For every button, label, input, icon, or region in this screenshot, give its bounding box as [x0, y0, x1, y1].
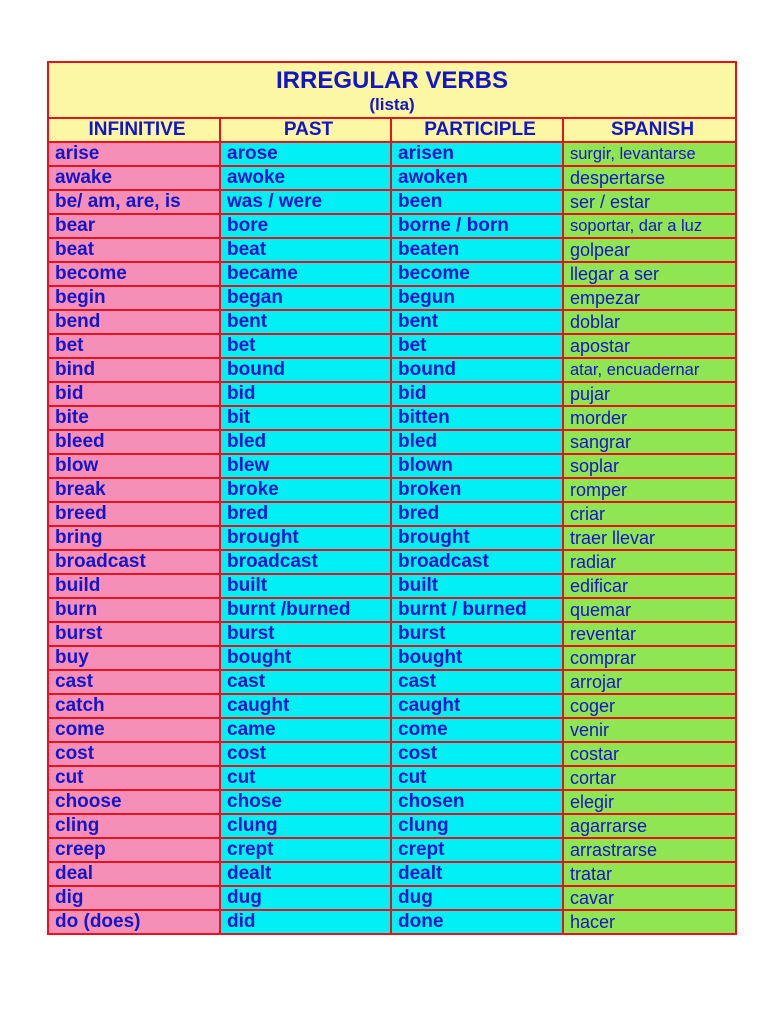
past-cell: bound: [220, 358, 391, 382]
table-row: [48, 454, 736, 478]
past-cell: bore: [220, 214, 391, 238]
infinitive-cell: do (does): [48, 910, 220, 934]
spanish-cell: quemar: [563, 598, 736, 622]
past-cell: blew: [220, 454, 391, 478]
past-cell: began: [220, 286, 391, 310]
participle-cell: caught: [391, 694, 563, 718]
table-row: [48, 310, 736, 334]
table-row: [48, 622, 736, 646]
spanish-cell: reventar: [563, 622, 736, 646]
table-row: [48, 334, 736, 358]
table-row: [48, 238, 736, 262]
spanish-cell: empezar: [563, 286, 736, 310]
infinitive-cell: bend: [48, 310, 220, 334]
spanish-cell: cavar: [563, 886, 736, 910]
spanish-cell: doblar: [563, 310, 736, 334]
participle-cell: crept: [391, 838, 563, 862]
table-row: [48, 142, 736, 166]
past-cell: burnt /burned: [220, 598, 391, 622]
infinitive-cell: beat: [48, 238, 220, 262]
participle-cell: done: [391, 910, 563, 934]
past-cell: clung: [220, 814, 391, 838]
table-row: [48, 574, 736, 598]
participle-cell: cost: [391, 742, 563, 766]
infinitive-cell: cut: [48, 766, 220, 790]
participle-cell: arisen: [391, 142, 563, 166]
participle-cell: bid: [391, 382, 563, 406]
past-cell: brought: [220, 526, 391, 550]
participle-cell: cast: [391, 670, 563, 694]
spanish-cell: edificar: [563, 574, 736, 598]
participle-cell: bled: [391, 430, 563, 454]
spanish-cell: despertarse: [563, 166, 736, 190]
spanish-cell: criar: [563, 502, 736, 526]
participle-cell: blown: [391, 454, 563, 478]
header-row: [48, 118, 736, 142]
table-title-cell: [48, 62, 736, 118]
spanish-cell: llegar a ser: [563, 262, 736, 286]
participle-cell: broken: [391, 478, 563, 502]
past-cell: bit: [220, 406, 391, 430]
participle-cell: burnt / burned: [391, 598, 563, 622]
infinitive-cell: bite: [48, 406, 220, 430]
infinitive-cell: bet: [48, 334, 220, 358]
past-cell: bid: [220, 382, 391, 406]
past-cell: bet: [220, 334, 391, 358]
spanish-cell: arrojar: [563, 670, 736, 694]
infinitive-cell: burst: [48, 622, 220, 646]
infinitive-cell: be/ am, are, is: [48, 190, 220, 214]
past-cell: arose: [220, 142, 391, 166]
past-cell: did: [220, 910, 391, 934]
spanish-cell: sangrar: [563, 430, 736, 454]
table-title: IRREGULAR VERBS: [276, 67, 509, 94]
infinitive-cell: bear: [48, 214, 220, 238]
infinitive-cell: catch: [48, 694, 220, 718]
table-subtitle: (lista): [369, 95, 415, 114]
participle-cell: chosen: [391, 790, 563, 814]
spanish-cell: traer llevar: [563, 526, 736, 550]
infinitive-cell: blow: [48, 454, 220, 478]
participle-cell: awoken: [391, 166, 563, 190]
table-row: [48, 598, 736, 622]
table-row: [48, 742, 736, 766]
past-cell: cut: [220, 766, 391, 790]
infinitive-cell: burn: [48, 598, 220, 622]
table-row: [48, 886, 736, 910]
spanish-cell: hacer: [563, 910, 736, 934]
spanish-cell: morder: [563, 406, 736, 430]
table-row: [48, 838, 736, 862]
participle-cell: bred: [391, 502, 563, 526]
infinitive-cell: broadcast: [48, 550, 220, 574]
spanish-cell: elegir: [563, 790, 736, 814]
past-cell: bent: [220, 310, 391, 334]
table-row: [48, 406, 736, 430]
participle-cell: bound: [391, 358, 563, 382]
table-row: [48, 190, 736, 214]
participle-cell: cut: [391, 766, 563, 790]
infinitive-cell: breed: [48, 502, 220, 526]
participle-cell: been: [391, 190, 563, 214]
table-row: [48, 694, 736, 718]
participle-cell: bought: [391, 646, 563, 670]
participle-cell: dug: [391, 886, 563, 910]
participle-cell: become: [391, 262, 563, 286]
spanish-cell: arrastrarse: [563, 838, 736, 862]
table-row: [48, 262, 736, 286]
participle-cell: brought: [391, 526, 563, 550]
infinitive-cell: break: [48, 478, 220, 502]
title-row: [48, 62, 736, 118]
past-cell: beat: [220, 238, 391, 262]
past-cell: bled: [220, 430, 391, 454]
participle-cell: dealt: [391, 862, 563, 886]
spanish-cell: coger: [563, 694, 736, 718]
spanish-cell: comprar: [563, 646, 736, 670]
past-cell: chose: [220, 790, 391, 814]
spanish-cell: soportar, dar a luz: [563, 214, 736, 238]
table-row: [48, 862, 736, 886]
past-cell: became: [220, 262, 391, 286]
participle-cell: burst: [391, 622, 563, 646]
past-cell: broadcast: [220, 550, 391, 574]
table-row: [48, 166, 736, 190]
table-row: [48, 358, 736, 382]
header-infinitive: INFINITIVE: [48, 118, 220, 142]
past-cell: cast: [220, 670, 391, 694]
infinitive-cell: dig: [48, 886, 220, 910]
past-cell: was / were: [220, 190, 391, 214]
infinitive-cell: bind: [48, 358, 220, 382]
header-past: PAST: [220, 118, 391, 142]
header-participle: PARTICIPLE: [391, 118, 563, 142]
infinitive-cell: choose: [48, 790, 220, 814]
table-row: [48, 766, 736, 790]
infinitive-cell: creep: [48, 838, 220, 862]
spanish-cell: venir: [563, 718, 736, 742]
infinitive-cell: build: [48, 574, 220, 598]
participle-cell: begun: [391, 286, 563, 310]
infinitive-cell: come: [48, 718, 220, 742]
spanish-cell: surgir, levantarse: [563, 142, 736, 166]
table-row: [48, 790, 736, 814]
table-row: [48, 550, 736, 574]
spanish-cell: apostar: [563, 334, 736, 358]
infinitive-cell: bleed: [48, 430, 220, 454]
spanish-cell: radiar: [563, 550, 736, 574]
table-row: [48, 478, 736, 502]
infinitive-cell: awake: [48, 166, 220, 190]
past-cell: dug: [220, 886, 391, 910]
header-spanish: SPANISH: [563, 118, 736, 142]
past-cell: burst: [220, 622, 391, 646]
infinitive-cell: deal: [48, 862, 220, 886]
infinitive-cell: cast: [48, 670, 220, 694]
participle-cell: come: [391, 718, 563, 742]
verb-list-sheet: [47, 61, 735, 935]
infinitive-cell: buy: [48, 646, 220, 670]
past-cell: cost: [220, 742, 391, 766]
past-cell: crept: [220, 838, 391, 862]
past-cell: broke: [220, 478, 391, 502]
participle-cell: bent: [391, 310, 563, 334]
table-row: [48, 286, 736, 310]
participle-cell: bet: [391, 334, 563, 358]
past-cell: awoke: [220, 166, 391, 190]
participle-cell: built: [391, 574, 563, 598]
spanish-cell: agarrarse: [563, 814, 736, 838]
infinitive-cell: cost: [48, 742, 220, 766]
past-cell: built: [220, 574, 391, 598]
participle-cell: borne / born: [391, 214, 563, 238]
spanish-cell: tratar: [563, 862, 736, 886]
infinitive-cell: cling: [48, 814, 220, 838]
participle-cell: beaten: [391, 238, 563, 262]
table-row: [48, 646, 736, 670]
infinitive-cell: arise: [48, 142, 220, 166]
past-cell: came: [220, 718, 391, 742]
participle-cell: broadcast: [391, 550, 563, 574]
past-cell: bought: [220, 646, 391, 670]
table-row: [48, 526, 736, 550]
table-row: [48, 670, 736, 694]
past-cell: bred: [220, 502, 391, 526]
past-cell: dealt: [220, 862, 391, 886]
table-row: [48, 430, 736, 454]
spanish-cell: pujar: [563, 382, 736, 406]
infinitive-cell: bid: [48, 382, 220, 406]
table-row: [48, 214, 736, 238]
spanish-cell: soplar: [563, 454, 736, 478]
participle-cell: bitten: [391, 406, 563, 430]
spanish-cell: costar: [563, 742, 736, 766]
irregular-verbs-table: [47, 61, 737, 935]
spanish-cell: atar, encuadernar: [563, 358, 736, 382]
spanish-cell: golpear: [563, 238, 736, 262]
infinitive-cell: bring: [48, 526, 220, 550]
past-cell: caught: [220, 694, 391, 718]
spanish-cell: cortar: [563, 766, 736, 790]
table-row: [48, 382, 736, 406]
table-row: [48, 910, 736, 934]
infinitive-cell: begin: [48, 286, 220, 310]
table-row: [48, 718, 736, 742]
table-row: [48, 502, 736, 526]
spanish-cell: romper: [563, 478, 736, 502]
verb-rows: [48, 142, 736, 934]
spanish-cell: ser / estar: [563, 190, 736, 214]
participle-cell: clung: [391, 814, 563, 838]
infinitive-cell: become: [48, 262, 220, 286]
table-row: [48, 814, 736, 838]
